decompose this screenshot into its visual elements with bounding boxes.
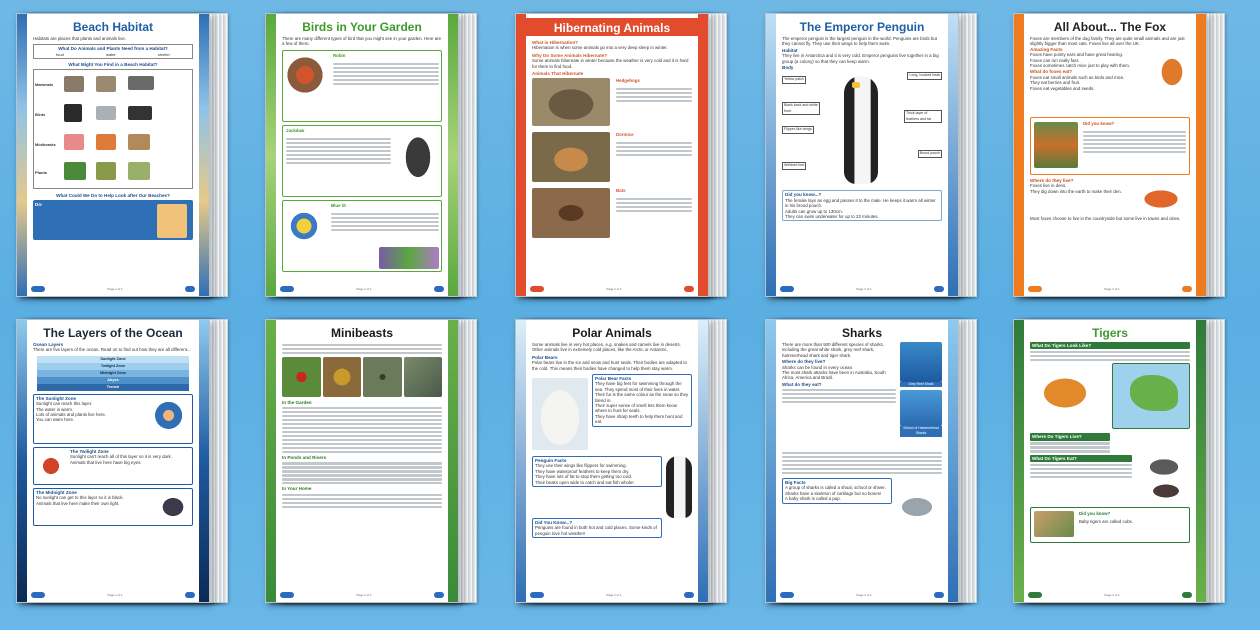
- fact-item: They use their wings like flippers for swimming.: [535, 463, 627, 469]
- intro-text: There are five layers of the ocean. Read on to find out how they are all different...: [33, 347, 191, 353]
- question-heading: What is Hibernation?: [532, 40, 578, 45]
- did-you-know-box: [532, 518, 662, 538]
- page-front: [265, 13, 459, 297]
- bear-facts-box: [592, 374, 692, 427]
- answer-text: Some animals hibernate in winter because the weather is very cold and it is hard for them to find food.: [532, 58, 689, 69]
- section-heading: What do they eat?: [782, 381, 822, 387]
- logo-icon: [1028, 286, 1042, 292]
- page-number: Page 1 of 1: [1104, 287, 1120, 291]
- section-heading: Habitat: [782, 47, 798, 53]
- section-heading: Body: [782, 65, 794, 71]
- zone-band: Twilight Zone: [37, 363, 189, 370]
- intro-text: Habitats are places that plants and animals live.: [33, 36, 126, 41]
- page-front: [16, 13, 210, 297]
- page-front: [765, 13, 959, 297]
- penguin-diagram: [782, 70, 942, 188]
- question-heading: What Do Animals and Plants Need from a Habitat?: [58, 46, 168, 52]
- border-decoration: [1196, 14, 1206, 296]
- animal-name: Dormice: [616, 132, 634, 138]
- facts-box: [782, 190, 942, 221]
- page-number: Page 1 of 1: [107, 287, 123, 291]
- page-title: Polar Animals: [572, 326, 652, 340]
- fact-item: Their super sense of smell lets them know where to hunt for seals.: [595, 403, 677, 414]
- page-title: Hibernating Animals: [553, 21, 671, 35]
- hedgehog-photo: [532, 78, 610, 126]
- worksheet-sharks[interactable]: [765, 319, 957, 601]
- need-item: shelter: [157, 51, 170, 57]
- logo-icon: [31, 592, 45, 598]
- did-you-know-box: [1030, 507, 1190, 543]
- fact-item: Their beaks open wide to catch and eat fish whole!: [535, 479, 634, 485]
- fact-item: Foxes eat vegetables and seeds.: [1030, 85, 1095, 91]
- zone-box: [33, 488, 193, 526]
- border-decoration: [948, 320, 958, 602]
- fact-item: Their fur is the same colour as the snow so they blend in.: [595, 392, 689, 403]
- worksheet-polar-animals[interactable]: [515, 319, 707, 601]
- page-front: [1013, 13, 1207, 297]
- logo-icon: [31, 286, 45, 292]
- animal-name: Hedgehogs: [616, 78, 640, 84]
- worksheet-emperor-penguin[interactable]: [765, 13, 957, 295]
- zone-fact: The water is warm.: [36, 406, 74, 412]
- border-decoration: [698, 320, 708, 602]
- page-title: The Layers of the Ocean: [43, 326, 183, 340]
- do-label: Do:: [35, 202, 43, 208]
- border-decoration: [17, 14, 27, 296]
- plant-picture: [64, 162, 86, 180]
- zone-box: [33, 447, 193, 485]
- fact-item: Most foxes choose to live in the countryside but some live in towns and cities.: [1030, 215, 1181, 221]
- diagram-label: Brood pouch: [918, 150, 942, 157]
- animal-picture: [128, 76, 154, 90]
- shark-illustration: [892, 492, 942, 522]
- did-you-know-box: [1030, 117, 1190, 175]
- logo-icon: [185, 592, 195, 598]
- animal-picture: [64, 134, 84, 150]
- animal-picture: [128, 134, 150, 150]
- border-decoration: [17, 320, 27, 602]
- logo-icon: [1028, 592, 1042, 598]
- page-title: All About... The Fox: [1053, 20, 1167, 34]
- penguin-facts-box: [532, 456, 662, 487]
- fact-item: Sharks have a skeleton of cartilage but no bones!: [785, 490, 882, 496]
- where-text: Sharks can be found in every ocean.: [782, 364, 854, 370]
- section-heading: In Your Home: [282, 486, 312, 492]
- zone-heading: The Twilight Zone: [70, 448, 109, 454]
- worksheet-hibernating-animals[interactable]: [515, 13, 707, 295]
- animal-picture: [128, 106, 152, 120]
- border-decoration: [516, 14, 526, 296]
- border-decoration: [199, 14, 209, 296]
- bird-name: Blue tit: [331, 202, 346, 208]
- rhino-illustration: [1142, 455, 1186, 479]
- page-number: Page 1 of 1: [606, 593, 622, 597]
- bees-photo: [323, 357, 362, 397]
- row-label: Plants: [35, 169, 48, 175]
- worksheet-birds-garden[interactable]: [265, 13, 457, 295]
- intro-text: The emperor penguin is the largest penguin in the world. Penguins are birds but they cannot fly. They use their wings to help them swim.: [782, 36, 937, 47]
- dyk-text: Baby tigers are called cubs.: [1079, 518, 1133, 524]
- diagram-label: Yellow patch: [782, 76, 806, 83]
- border-decoration: [448, 14, 458, 296]
- diagram-label: Long, hooked beak: [907, 72, 942, 79]
- logo-icon: [530, 286, 544, 292]
- fact-item: They dig down into the earth to make their den.: [1030, 188, 1122, 194]
- diagram-label: Thick layer of feathers and fat: [904, 110, 942, 123]
- border-decoration: [516, 320, 526, 602]
- penguin-illustration: [844, 76, 878, 184]
- section-heading: Where Do Tigers Live?: [1030, 433, 1110, 440]
- anglerfish-illustration: [157, 493, 189, 521]
- answer-text: Hibernation is when some animals go into a very deep sleep in winter.: [532, 45, 668, 51]
- box-heading: Polar Bear Facts: [595, 376, 632, 382]
- intro-text: Foxes are members of the dog family. They are quite small animals and are just slightly bigger than most cats. Foxes live all over the UK.: [1030, 36, 1185, 47]
- box-heading: Penguin Facts: [535, 458, 567, 464]
- page-number: Page 1 of 1: [1104, 593, 1120, 597]
- border-decoration: [266, 320, 276, 602]
- section-heading: What Do Tigers Look Like?: [1030, 342, 1190, 349]
- border-decoration: [766, 320, 776, 602]
- zone-box: [33, 394, 193, 444]
- logo-icon: [280, 286, 294, 292]
- logo-icon: [780, 592, 794, 598]
- logo-icon: [1182, 286, 1192, 292]
- blue-tit-illustration: [286, 207, 322, 245]
- tiger-cubs-photo: [1034, 511, 1074, 537]
- page-number: Page 1 of 1: [856, 593, 872, 597]
- polar-bear-illustration: [532, 378, 588, 450]
- section-heading: Ocean Layers: [33, 342, 64, 347]
- tiger-illustration: [1030, 369, 1100, 417]
- zone-fact: You can swim here.: [36, 417, 75, 423]
- zone-fact: Sunlight can't reach all of this layer so it is very dark.: [70, 454, 172, 460]
- boar-illustration: [1146, 481, 1186, 501]
- logo-icon: [530, 592, 544, 598]
- border-decoration: [266, 14, 276, 296]
- intro-text: There are many different types of bird that you might see in your garden. Here are a few of them.: [282, 36, 442, 47]
- section-heading: In Ponds and Rivers: [282, 455, 327, 461]
- fact-item: They have waterproof feathers to keep them dry.: [535, 468, 630, 474]
- grey-reef-shark-photo: [900, 342, 942, 382]
- zone-band: Abyss: [37, 377, 189, 384]
- hammerhead-sharks-photo: [900, 390, 942, 426]
- fact-item: Foxes have pointy ears and have great hearing.: [1030, 52, 1123, 58]
- page-front: [765, 319, 959, 603]
- page-number: Page 1 of 1: [606, 287, 622, 291]
- border-decoration: [1196, 320, 1206, 602]
- page-number: Page 1 of 1: [356, 287, 372, 291]
- zones-diagram: [37, 356, 189, 391]
- question-heading: Why Do Some Animals Hibernate?: [532, 52, 608, 58]
- plant-picture: [96, 162, 116, 180]
- fact-item: Foxes sometimes catch mice just to play with them.: [1030, 63, 1131, 69]
- diagram-label: Black back and white front: [782, 102, 820, 115]
- section-heading: What do foxes eat?: [1030, 69, 1073, 75]
- photo-caption: School of Hammerhead Sharks: [900, 426, 942, 437]
- box-heading: Did You Know...?: [535, 520, 573, 526]
- page-front: [515, 13, 709, 297]
- logo-icon: [185, 286, 195, 292]
- fact-item: Foxes can run really fast.: [1030, 57, 1080, 63]
- row-label: Minibeasts: [35, 141, 56, 147]
- big-facts-box: [782, 478, 892, 504]
- fact-item: The female lays an egg and passes it to the male. He keeps it warm all winter in his brood pouch.: [785, 197, 936, 209]
- fact-item: Foxes eat small animals such as birds and mice.: [1030, 74, 1125, 80]
- octopus-illustration: [37, 452, 65, 480]
- page-title: The Emperor Penguin: [799, 20, 925, 34]
- page-number: Page 1 of 1: [107, 593, 123, 597]
- question-heading: Animals That Hibernate: [532, 71, 584, 77]
- where-text: The most shark attacks have been in Australia, South Africa, America and Brazil.: [782, 370, 886, 381]
- question-heading: What Might You Find in a Beach Habitat?: [68, 62, 158, 68]
- worksheet-ocean-layers[interactable]: [16, 319, 208, 601]
- need-item: food: [56, 51, 64, 57]
- page-front: [1013, 319, 1207, 603]
- robin-illustration: [286, 57, 324, 97]
- dormouse-photo: [532, 132, 610, 182]
- page-front: [265, 319, 459, 603]
- spider-photo: [363, 357, 402, 397]
- border-decoration: [1014, 14, 1024, 296]
- fact-item: A group of sharks is called a shoal, school or shiver.: [785, 485, 886, 491]
- fact-item: A baby shark is called a pup.: [785, 496, 841, 502]
- fact-item: They can swim underwater for up to 22 minutes.: [785, 214, 879, 220]
- logo-icon: [434, 592, 444, 598]
- page-title: Birds in Your Garden: [302, 20, 422, 34]
- page-title: Tigers: [1092, 326, 1128, 340]
- zone-band: Midnight Zone: [37, 370, 189, 377]
- fact-item: Adults can grow up to 130cm.: [785, 208, 843, 214]
- fact-item: They have big feet for swimming through the sea. They spend most of their lives in water.: [595, 381, 682, 392]
- animal-picture: [96, 76, 116, 92]
- animal-picture: [96, 134, 116, 150]
- fox-running-illustration: [1132, 184, 1190, 214]
- logo-icon: [934, 286, 944, 292]
- logo-icon: [434, 286, 444, 292]
- bird-name: Jackdaw: [286, 127, 305, 133]
- zone-fact: Animals that live here make their own light.: [36, 500, 120, 506]
- box-heading: Big Facts: [785, 479, 806, 485]
- logo-icon: [934, 592, 944, 598]
- bears-text: Polar bears live in the ice and snow and hunt seals. Their bodies are adapted to the cold. This means their bodies have changed to help them stay warm.: [532, 360, 687, 371]
- border-decoration: [948, 14, 958, 296]
- section-heading: Polar Bears: [532, 354, 558, 360]
- intro-text: Some animals live in very hot places, e.g. snakes and camels live in deserts. Other animals live in extremely cold places, like the Arctic or Antarctic.: [532, 342, 681, 353]
- ladybird-photo: [282, 357, 321, 397]
- row-label: Birds: [35, 111, 46, 117]
- fox-sitting-illustration: [1154, 49, 1190, 95]
- plant-picture: [128, 162, 150, 180]
- page-front: [515, 319, 709, 603]
- border-decoration: [448, 320, 458, 602]
- logo-icon: [780, 286, 794, 292]
- page-number: Page 1 of 1: [856, 287, 872, 291]
- habitat-text: They live in Antarctica and it is very cold. Emperor penguins live together in a big group (a colony) so that they can keep warm.: [782, 53, 939, 64]
- dyk-text: Penguins are found in both hot and cold places. Some kinds of penguin love hot weather!: [535, 525, 657, 536]
- logo-icon: [1182, 592, 1192, 598]
- tips-box: [33, 200, 193, 240]
- need-item: water: [105, 51, 116, 57]
- photo-caption: Grey Reef Shark: [900, 382, 942, 387]
- animal-picture: [96, 106, 116, 120]
- logo-icon: [684, 286, 694, 292]
- diver-illustration: [155, 401, 189, 437]
- facts-heading: Did you know...?: [785, 192, 822, 198]
- question-heading: What Could We Do to Help Look after Our Beaches?: [56, 192, 170, 198]
- zone-heading: The Sunlight Zone: [36, 395, 77, 401]
- penguin-illustration: [666, 456, 692, 518]
- border-decoration: [1014, 320, 1024, 602]
- zone-fact: No sunlight can get to this layer so it is black.: [36, 495, 124, 501]
- fact-item: Foxes live in dens.: [1030, 183, 1067, 189]
- page-number: Page 1 of 1: [356, 593, 372, 597]
- worksheet-beach-habitat[interactable]: [16, 13, 208, 295]
- fact-item: They have sharp teeth to help them hunt and eat.: [595, 413, 683, 425]
- diagram-label: Flipper-like wings: [782, 126, 814, 133]
- animal-picture: [64, 104, 82, 122]
- intro-text: There are more than 500 different species of sharks, including the great white shark, grey reef shark, hammerhead shark and tiger shark.: [782, 342, 884, 358]
- row-label: Mammals: [35, 81, 54, 87]
- section-heading: Where do they live?: [1030, 177, 1074, 183]
- section-heading: Amazing Facts: [1030, 46, 1063, 52]
- section-heading: Where do they live?: [782, 359, 826, 365]
- box-heading: Did you know?: [1083, 120, 1115, 126]
- zone-fact: Animals that live here have big eyes.: [70, 459, 142, 465]
- worksheet-minibeasts[interactable]: [265, 319, 457, 601]
- zone-band: Trench: [37, 384, 189, 391]
- animal-picture: [64, 76, 84, 92]
- yellow-patch-mark: [852, 82, 860, 88]
- logo-icon: [684, 592, 694, 598]
- fact-item: They have lots of fat to stop them getting too cold.: [535, 474, 633, 480]
- photo-strip: [282, 357, 442, 397]
- border-decoration: [766, 14, 776, 296]
- page-title: Beach Habitat: [72, 20, 154, 34]
- asia-landmass: [1130, 375, 1178, 411]
- children-illustration: [157, 204, 187, 238]
- section-heading: In the Garden: [282, 399, 312, 405]
- box-heading: Did you know?: [1079, 510, 1111, 516]
- border-decoration: [199, 320, 209, 602]
- dragonfly-photo: [404, 357, 443, 397]
- worksheet-fox[interactable]: [1013, 13, 1205, 295]
- bat-photo: [532, 188, 610, 238]
- page-title: Sharks: [841, 326, 883, 340]
- habitat-table: [33, 69, 193, 189]
- diagram-label: Webbed feet: [782, 162, 806, 169]
- page-title: Minibeasts: [330, 326, 393, 340]
- jackdaw-illustration: [399, 132, 437, 188]
- zone-band: Sunlight Zone: [37, 356, 189, 363]
- worksheet-tigers[interactable]: [1013, 319, 1205, 601]
- zone-fact: Sunlight can reach this layer.: [36, 401, 93, 407]
- flowers-illustration: [379, 247, 439, 269]
- bird-name: Robin: [333, 52, 346, 58]
- zone-heading: The Midnight Zone: [36, 489, 77, 495]
- border-decoration: [698, 14, 708, 296]
- page-front: [16, 319, 210, 603]
- fact-item: They eat berries and fruit.: [1030, 80, 1081, 86]
- fox-photo: [1034, 122, 1078, 168]
- section-heading: What Do Tigers Eat?: [1030, 455, 1132, 462]
- zone-fact: Lots of animals and plants live here.: [36, 412, 107, 418]
- animal-name: Bats: [616, 188, 626, 194]
- logo-icon: [280, 592, 294, 598]
